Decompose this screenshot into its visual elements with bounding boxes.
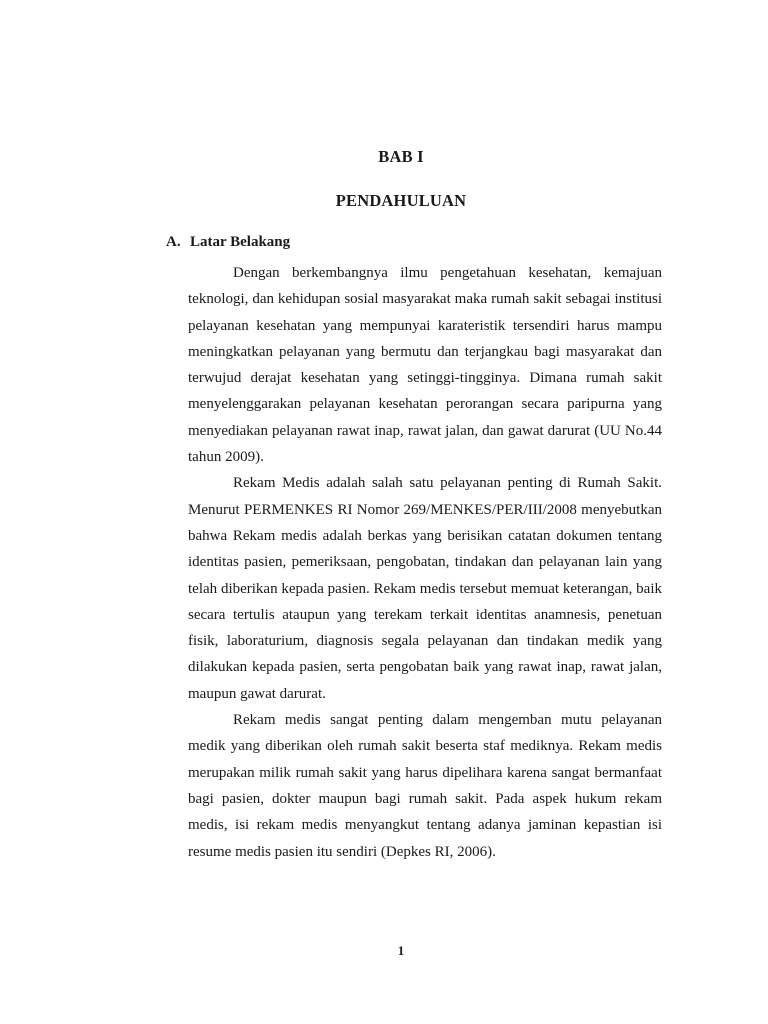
body-text: [188, 260, 662, 865]
chapter-number: BAB I: [378, 147, 424, 166]
section-letter: A.: [166, 234, 181, 250]
paragraph-1: Dengan berkembangnya ilmu pengetahuan kesehatan, kemajuan teknologi, dan kehidupan sosial masyarakat maka rumah sakit sebagai institusi pelayanan kesehatan yang mempunyai karateristik tersendiri harus mampu meningkatkan pelayanan yang bermutu dan terjangkau bagi masyarakat dan terwujud derajat kesehatan yang setinggi-tingginya. Dimana rumah sakit menyelenggarakan pelayanan kesehatan perorangan secara paripurna yang menyediakan pelayanan rawat inap, rawat jalan, dan gawat darurat (UU No.44 tahun 2009).: [188, 265, 662, 466]
section-title: Latar Belakang: [190, 234, 291, 250]
chapter-title: PENDAHULUAN: [335, 191, 467, 210]
paragraph-3: Rekam medis sangat penting dalam mengemban mutu pelayanan medik yang diberikan oleh rumah sakit beserta staf mediknya. Rekam medis merupakan milik rumah sakit yang harus dipelihara karena sangat bermanfaat bagi pasien, dokter maupun bagi rumah sakit. Pada aspek hukum rekam medis, isi rekam medis menyangkut tentang adanya jaminan kepastian isi resume medis pasien itu sendiri (Depkes RI, 2006).: [188, 712, 662, 860]
section-heading: [166, 234, 290, 251]
page-number: 1: [397, 943, 405, 958]
paragraph-2: Rekam Medis adalah salah satu pelayanan penting di Rumah Sakit. Menurut PERMENKES RI Nomor 269/MENKES/PER/III/2008 menyebutkan bahwa Rekam medis adalah berkas yang berisikan catatan dokumen tentang identitas pasien, pemeriksaan, pengobatan, tindakan dan pelayanan lain yang telah diberikan kepada pasien. Rekam medis tersebut memuat keterangan, baik secara tertulis ataupun yang terekam terkait identitas anamnesis, penetuan fisik, laboraturium, diagnosis segala pelayanan dan tindakan medik yang dilakukan kepada pasien, serta pengobatan baik yang rawat inap, rawat jalan, maupun gawat darurat.: [188, 475, 662, 702]
